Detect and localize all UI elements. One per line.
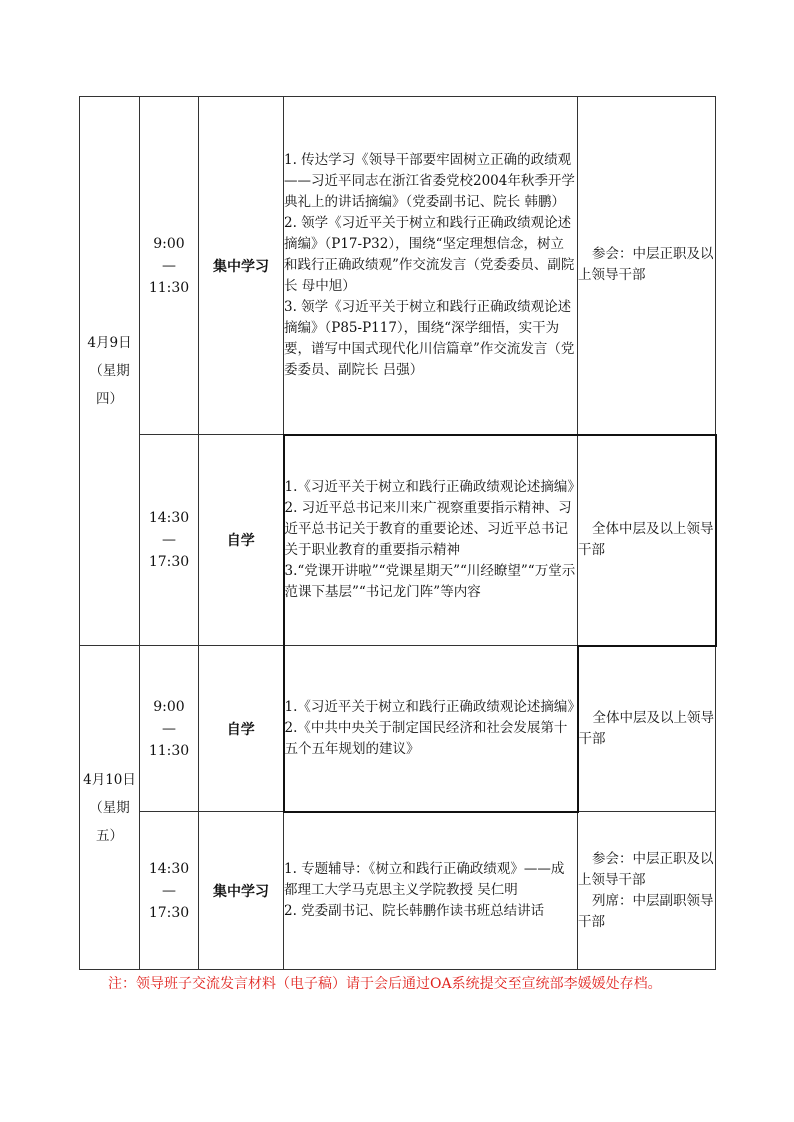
schedule-table xyxy=(79,96,717,970)
footnote: 注：领导班子交流发言材料（电子稿）请于会后通过OA系统提交至宣统部李媛媛处存档。 xyxy=(108,976,662,992)
time-cell xyxy=(140,97,199,435)
content-item: 1. 专题辅导：《树立和践行正确政绩观》——成都理工大学马克思主义学院教授 吴仁明 xyxy=(284,861,565,899)
attendees-cell xyxy=(578,435,716,646)
content-item: 2. 习近平总书记来川来广视察重要指示精神、习近平总书记关于教育的重要论述、习近平总书记关于职业教育的重要指示精神 xyxy=(284,500,572,559)
mode-cell: 自学 xyxy=(199,435,284,646)
content-item: 3. 领学《习近平关于树立和践行正确政绩观论述摘编》（P85-P117），围绕“深学细悟，实干为要，谱写中国式现代化川信篇章”作交流发言（党委委员、副院长 吕强） xyxy=(284,298,575,378)
mode-cell: 自学 xyxy=(199,646,284,812)
date-cell xyxy=(80,646,140,970)
date-cell xyxy=(80,97,140,646)
time-separator: — xyxy=(162,882,176,899)
mode-cell: 集中学习 xyxy=(199,812,284,970)
content-item: 1. 传达学习《领导干部要牢固树立正确的政绩观——习近平同志在浙江省委党校2004年秋季开学典礼上的讲话摘编》（党委副书记、院长 韩鹏） xyxy=(284,151,575,210)
content-cell xyxy=(284,646,581,812)
content-cell xyxy=(284,812,578,970)
time-end: 11:30 xyxy=(148,742,190,759)
content-item: 2.《中共中央关于制定国民经济和社会发展第十五个五年规划的建议》 xyxy=(284,719,568,757)
time-separator: — xyxy=(162,257,176,274)
time-cell xyxy=(140,646,199,812)
date-label: 4月9日 xyxy=(87,335,132,351)
weekday-label: （星期四） xyxy=(89,363,130,407)
time-end: 17:30 xyxy=(148,904,190,921)
schedule-row xyxy=(80,812,716,970)
time-cell xyxy=(140,812,199,970)
attendees-line: 列席：中层副职领导干部 xyxy=(578,892,714,930)
content-item: 3.“党课开讲啦”“党课星期天”“川经瞭望”“万堂示范课下基层”“书记龙门阵”等内容 xyxy=(284,563,576,601)
time-start: 9:00 xyxy=(153,235,185,252)
time-end: 17:30 xyxy=(148,554,190,570)
mode-cell: 集中学习 xyxy=(199,97,284,435)
date-label: 4月10日 xyxy=(83,771,136,788)
time-separator: — xyxy=(162,532,176,548)
attendees-cell xyxy=(578,646,716,812)
attendees-cell xyxy=(578,812,716,970)
weekday-label: （星期五） xyxy=(89,799,130,844)
time-start: 9:00 xyxy=(153,698,185,715)
content-cell xyxy=(284,97,578,435)
content-item: 1.《习近平关于树立和践行正确政绩观论述摘编》 xyxy=(284,479,581,496)
attendees-line: 参会：中层正职及以上领导干部 xyxy=(578,850,714,888)
content-item: 1.《习近平关于树立和践行正确政绩观论述摘编》 xyxy=(284,698,581,715)
schedule-row xyxy=(80,435,716,646)
time-start: 14:30 xyxy=(148,860,190,877)
attendees-line: 参会：中层正职及以上领导干部 xyxy=(578,246,714,284)
attendees-line: 全体中层及以上领导干部 xyxy=(578,521,714,558)
time-separator: — xyxy=(162,720,176,737)
content-item: 2. 党委副书记、院长韩鹏作读书班总结讲话 xyxy=(284,903,545,920)
time-start: 14:30 xyxy=(148,510,190,526)
schedule-row xyxy=(80,646,716,812)
time-end: 11:30 xyxy=(148,279,190,296)
schedule-row xyxy=(80,97,716,435)
time-cell xyxy=(140,435,199,646)
attendees-line: 全体中层及以上领导干部 xyxy=(578,709,714,747)
attendees-cell xyxy=(578,97,716,435)
content-cell xyxy=(284,435,581,646)
content-item: 2. 领学《习近平关于树立和践行正确政绩观论述摘编》（P17-P32），围绕“坚定理想信念，树立和践行正确政绩观”作交流发言（党委委员、副院长 母中旭） xyxy=(284,214,575,294)
